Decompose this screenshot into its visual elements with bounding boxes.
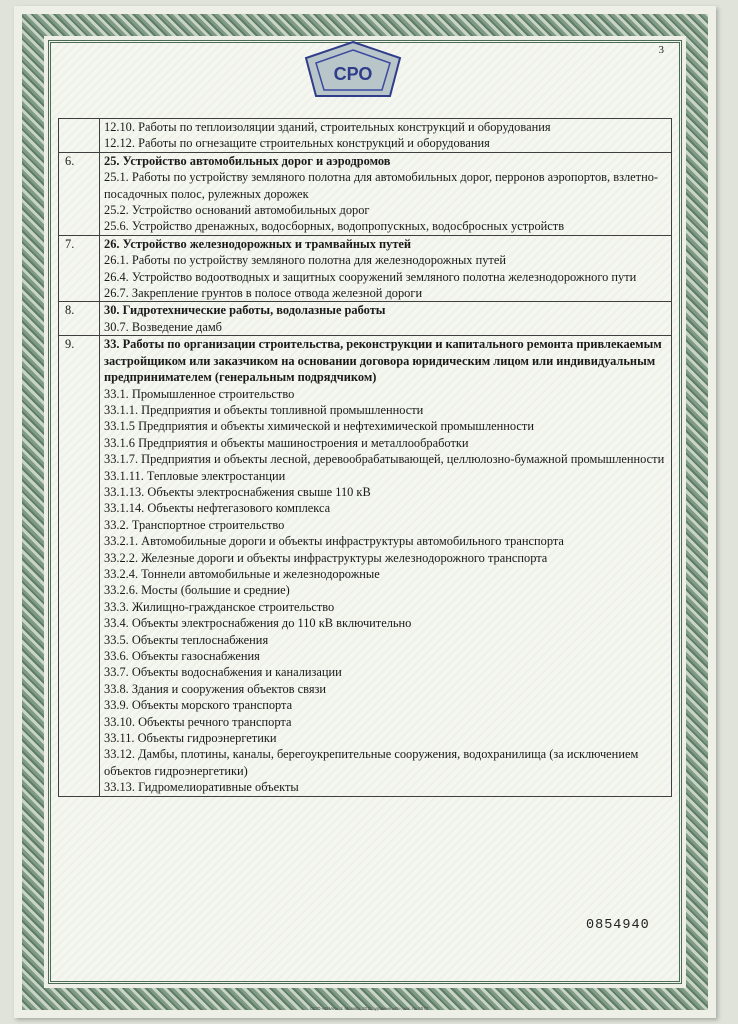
work-item: 33.2. Транспортное строительство: [104, 517, 285, 532]
work-item: 33.2.4. Тоннели автомобильные и железнодорожные: [104, 566, 380, 581]
sro-emblem-icon: [298, 38, 408, 108]
work-types-table: [58, 118, 672, 797]
row-number: 7.: [59, 235, 100, 302]
work-item: 33.1.7. Предприятия и объекты лесной, деревообрабатывающей, целлюлозно-бумажной промышленности: [104, 452, 665, 467]
row-content: [100, 235, 672, 302]
row-content: [100, 302, 672, 336]
work-item: 30.7. Возведение дамб: [104, 319, 222, 334]
table-row: [59, 235, 672, 302]
row-number: [59, 119, 100, 153]
work-item: 33.11. Объекты гидроэнергетики: [104, 731, 277, 746]
table-row: [59, 119, 672, 153]
work-item: 33.1.5 Предприятия и объекты химической и нефтехимической промышленности: [104, 419, 534, 434]
row-number: 8.: [59, 302, 100, 336]
print-footer: ООО «ЗНАК», г. Москва, 2011, уровень «В», зак. № 6577: [310, 1006, 429, 1011]
table-row: [59, 302, 672, 336]
work-item: 33.7. Объекты водоснабжения и канализации: [104, 665, 342, 680]
work-item: 25.1. Работы по устройству земляного полотна для автомобильных дорог, перронов аэропортов, взлетно-посадочных полос, рулежных дорожек: [104, 170, 659, 201]
row-content: [100, 336, 672, 796]
serial-number: 0854940: [586, 918, 650, 933]
table-body: [59, 119, 672, 797]
work-item: 33.12. Дамбы, плотины, каналы, берегоукрепительные сооружения, водохранилища (за исключением объектов гидроэнергетики): [104, 747, 639, 778]
work-item: 33.9. Объекты морского транспорта: [104, 698, 293, 713]
table-row: [59, 336, 672, 796]
work-item: 33.1.11. Тепловые электростанции: [104, 468, 286, 483]
work-item: 33.8. Здания и сооружения объектов связи: [104, 681, 327, 696]
work-item: 33.4. Объекты электроснабжения до 110 кВ включительно: [104, 616, 412, 631]
row-number: 6.: [59, 152, 100, 235]
row-content: [100, 119, 672, 153]
work-item: 33.1. Промышленное строительство: [104, 386, 295, 401]
work-item: 33.13. Гидромелиоративные объекты: [104, 780, 299, 795]
work-item: 33.1.13. Объекты электроснабжения свыше 110 кВ: [104, 484, 371, 499]
emblem-text: СРО: [333, 64, 373, 84]
work-item: 33.1.14. Объекты нефтегазового комплекса: [104, 501, 331, 516]
work-item: 33.3. Жилищно-гражданское строительство: [104, 599, 335, 614]
work-item: 33.10. Объекты речного транспорта: [104, 714, 292, 729]
work-item: 12.10. Работы по теплоизоляции зданий, строительных конструкций и оборудования: [104, 120, 551, 134]
work-item: 33.1.6 Предприятия и объекты машиностроения и металлообработки: [104, 435, 469, 450]
section-heading: 25. Устройство автомобильных дорог и аэродромов: [104, 153, 391, 168]
section-heading: 33. Работы по организации строительства, реконструкции и капитального ремонта привлекаемым застройщиком или заказчиком на основании договора юридическим лицом или индивидуальным предпринимателем (генеральным подрядчиком): [104, 337, 662, 385]
table-row: [59, 152, 672, 235]
work-item: 33.6. Объекты газоснабжения: [104, 649, 260, 663]
work-item: 33.2.6. Мосты (большие и средние): [104, 583, 290, 598]
section-heading: 26. Устройство железнодорожных и трамвайных путей: [104, 236, 412, 251]
certificate-page: [14, 6, 716, 1018]
page-number: 3: [658, 44, 664, 56]
work-item: 26.1. Работы по устройству земляного полотна для железнодорожных путей: [104, 253, 506, 268]
work-item: 25.2. Устройство оснований автомобильных дорог: [104, 203, 370, 218]
work-item: 26.4. Устройство водоотводных и защитных сооружений земляного полотна железнодорожного пути: [104, 269, 637, 284]
work-item: 33.5. Объекты теплоснабжения: [104, 632, 269, 647]
work-item: 12.12. Работы по огнезащите строительных конструкций и оборудования: [104, 136, 490, 151]
row-content: [100, 152, 672, 235]
work-item: 26.7. Закрепление грунтов в полосе отвода железной дороги: [104, 286, 423, 301]
work-item: 25.6. Устройство дренажных, водосборных, водопропускных, водосбросных устройств: [104, 219, 565, 234]
row-number: 9.: [59, 336, 100, 796]
work-item: 33.2.1. Автомобильные дороги и объекты инфраструктуры автомобильного транспорта: [104, 534, 564, 549]
work-item: 33.2.2. Железные дороги и объекты инфраструктуры железнодорожного транспорта: [104, 550, 548, 565]
section-heading: 30. Гидротехнические работы, водолазные работы: [104, 303, 386, 318]
work-item: 33.1.1. Предприятия и объекты топливной промышленности: [104, 402, 424, 417]
